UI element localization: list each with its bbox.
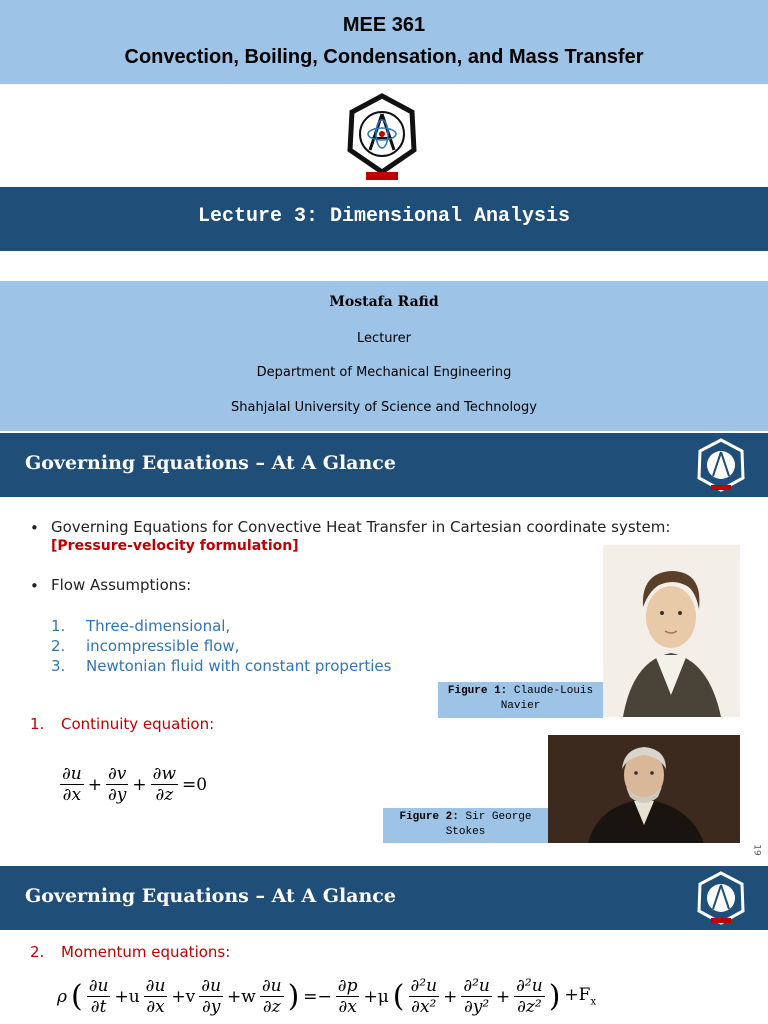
title-band (0, 0, 768, 84)
author-department: Department of Mechanical Engineering (256, 365, 512, 380)
assumption-number: 2. (51, 637, 66, 655)
author-role: Lecturer (357, 331, 411, 346)
bullet-dot: • (30, 519, 39, 537)
bullet-flow-assumptions: Flow Assumptions: (51, 576, 192, 594)
course-title: Convection, Boiling, Condensation, and Mass Transfer (124, 46, 644, 68)
author-name: Mostafa Rafid (329, 294, 439, 310)
university-logo (342, 92, 422, 182)
figure2-caption (383, 808, 548, 843)
slide2-header-title: Governing Equations – At A Glance (25, 452, 396, 474)
author-university: Shahjalal University of Science and Technology (231, 400, 537, 415)
figure1-caption (438, 682, 603, 718)
figure2-label: Figure 2: (399, 811, 459, 823)
header-logo-icon (694, 871, 748, 925)
figure1-label: Figure 1: (447, 685, 508, 697)
bullet-dot: • (30, 577, 39, 595)
assumption-item: Newtonian fluid with constant properties (86, 657, 392, 675)
continuity-number: 1. (30, 715, 45, 733)
stokes-portrait (548, 735, 740, 843)
momentum-equation: ρ ( $\frac{\partial u}{\partial t}$ +u $\frac{\partial u}{\partial x}$ +v $\frac{\partial u}{\partial y}$ +w $\frac{\partial u}{\partial z}$ ) =− $\frac{\partial p}{\partial x}$ +μ ( $\frac{\text{∂²u}}{\text{∂x²}}$ + $\frac{\text{∂²u}}{\text{∂y²}}$ + $\frac{\text{∂²u}}{\text{∂z²}}$ ) $+F_x$ (57, 976, 597, 1017)
continuity-label: Continuity equation: (61, 715, 215, 733)
slide3-header-title: Governing Equations – At A Glance (25, 885, 396, 907)
page-number: 19 (751, 844, 762, 856)
assumption-item: Three-dimensional, (86, 617, 231, 635)
course-code: MEE 361 (342, 14, 426, 36)
bullet-governing-equations: Governing Equations for Convective Heat Transfer in Cartesian coordinate system: (51, 518, 671, 536)
figure1-text: Claude-Louis Navier (500, 685, 594, 712)
figure2-text: Sir George Stokes (445, 811, 532, 838)
lecture-title: Lecture 3: Dimensional Analysis (197, 205, 571, 228)
assumption-number: 1. (51, 617, 66, 635)
momentum-label: Momentum equations: (61, 943, 231, 961)
assumption-number: 3. (51, 657, 66, 675)
continuity-equation: $\frac{\partial u}{\partial x}$ + $\frac{\partial v}{\partial y}$ + $\frac{\partial w}{\partial z}$ =0 (62, 764, 208, 805)
navier-portrait (603, 545, 740, 717)
assumption-item: incompressible flow, (86, 637, 240, 655)
bullet-formulation-note: [Pressure-velocity formulation] (51, 538, 299, 554)
header-logo-icon (694, 438, 748, 492)
momentum-number: 2. (30, 943, 45, 961)
